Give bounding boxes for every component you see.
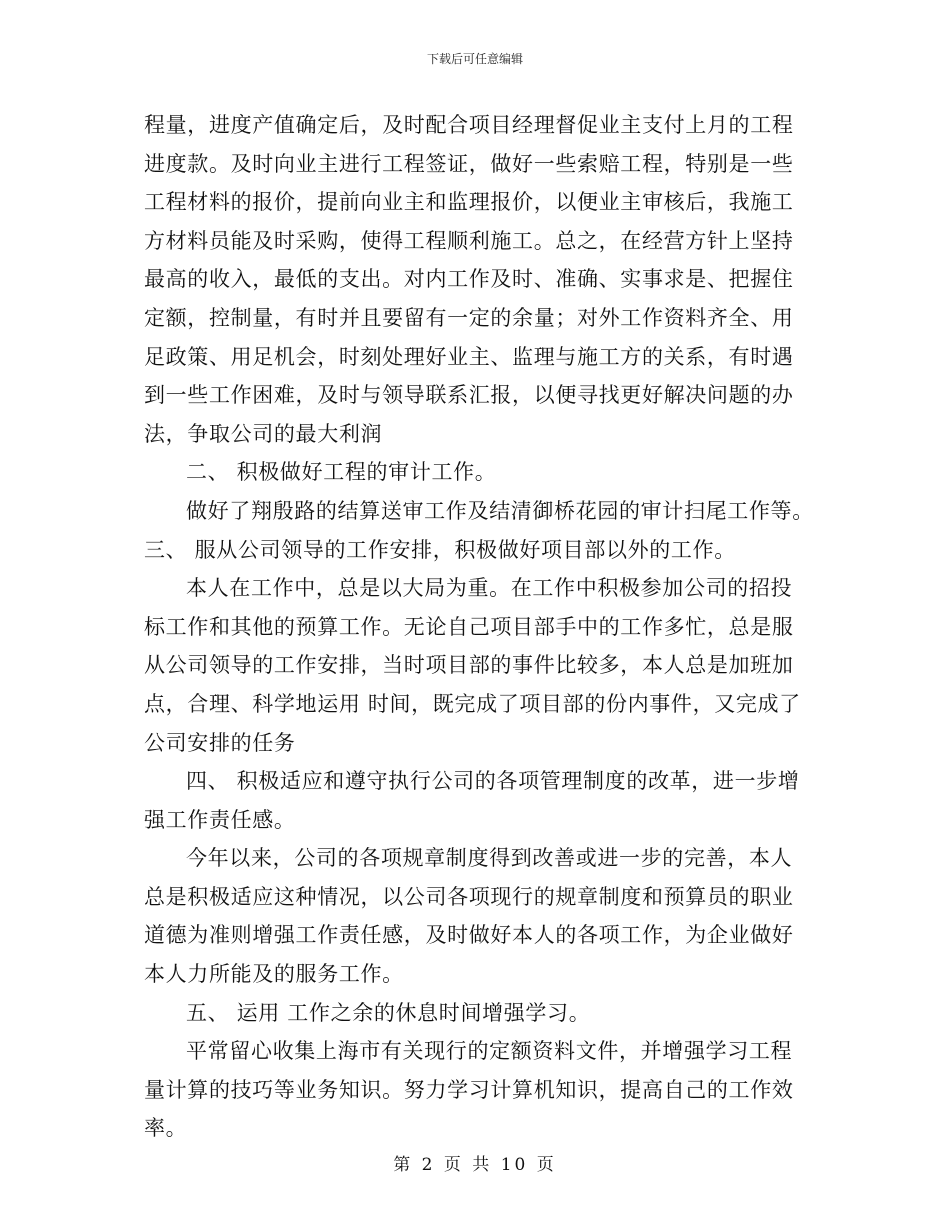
body-line: 道德为准则增强工作责任感，及时做好本人的各项工作，为企业做好 — [144, 923, 794, 948]
body-line: 量计算的技巧等业务知识。努力学习计算机知识，提高自己的工作效 — [144, 1077, 794, 1102]
body-line: 到一些工作困难，及时与领导联系汇报，以便寻找更好解决问题的办 — [144, 383, 794, 408]
page-footer: 第 2 页 共 10 页 — [393, 1155, 557, 1175]
body-line: 从公司领导的工作安排，当时项目部的事件比较多，本人总是加班加 — [144, 653, 794, 678]
body-line: 本人力所能及的服务工作。 — [144, 962, 404, 987]
body-line: 公司安排的任务 — [144, 730, 296, 755]
section-heading: 三、 服从公司领导的工作安排，积极做好项目部以外的工作。 — [144, 537, 736, 562]
body-line: 标工作和其他的预算工作。无论自己项目部手中的工作多忙，总是服 — [144, 614, 794, 639]
section-heading: 五、 运用 工作之余的休息时间增强学习。 — [186, 1000, 591, 1025]
body-line: 进度款。及时向业主进行工程签证，做好一些索赔工程，特别是一些 — [144, 151, 794, 176]
body-line: 做好了翔殷路的结算送审工作及结清御桥花园的审计扫尾工作等。 — [186, 498, 814, 523]
body-line: 本人在工作中，总是以大局为重。在工作中积极参加公司的招投 — [186, 576, 793, 601]
document-body — [144, 106, 816, 1148]
body-line: 法，争取公司的最大利润 — [144, 421, 383, 446]
body-line: 点，合理、科学地运用 时间，既完成了项目部的份内事件，又完成了 — [144, 691, 801, 716]
section-heading: 二、 积极做好工程的审计工作。 — [186, 460, 497, 485]
section-heading: 四、 积极适应和遵守执行公司的各项管理制度的改革，进一步增 — [186, 769, 800, 794]
body-line: 定额，控制量，有时并且要留有一定的余量；对外工作资料齐全、用 — [144, 305, 794, 330]
body-line: 方材料员能及时采购，使得工程顺利施工。总之，在经营方针上坚持 — [144, 228, 794, 253]
body-line: 今年以来，公司的各项规章制度得到改善或进一步的完善，本人 — [186, 846, 793, 871]
body-line: 工程材料的报价，提前向业主和监理报价，以便业主审核后，我施工 — [144, 190, 794, 215]
body-line: 足政策、用足机会，时刻处理好业主、监理与施工方的关系，有时遇 — [144, 344, 794, 369]
section-heading: 强工作责任感。 — [144, 807, 296, 832]
body-line: 程量，进度产值确定后，及时配合项目经理督促业主支付上月的工程 — [144, 113, 794, 137]
body-line: 平常留心收集上海市有关现行的定额资料文件，并增强学习工程 — [186, 1039, 793, 1064]
body-line: 总是积极适应这种情况，以公司各项现行的规章制度和预算员的职业 — [144, 884, 794, 909]
body-line: 率。 — [144, 1116, 188, 1141]
page-header: 下载后可任意编辑 — [426, 52, 523, 66]
body-line: 最高的收入，最低的支出。对内工作及时、准确、实事求是、把握住 — [144, 267, 794, 292]
